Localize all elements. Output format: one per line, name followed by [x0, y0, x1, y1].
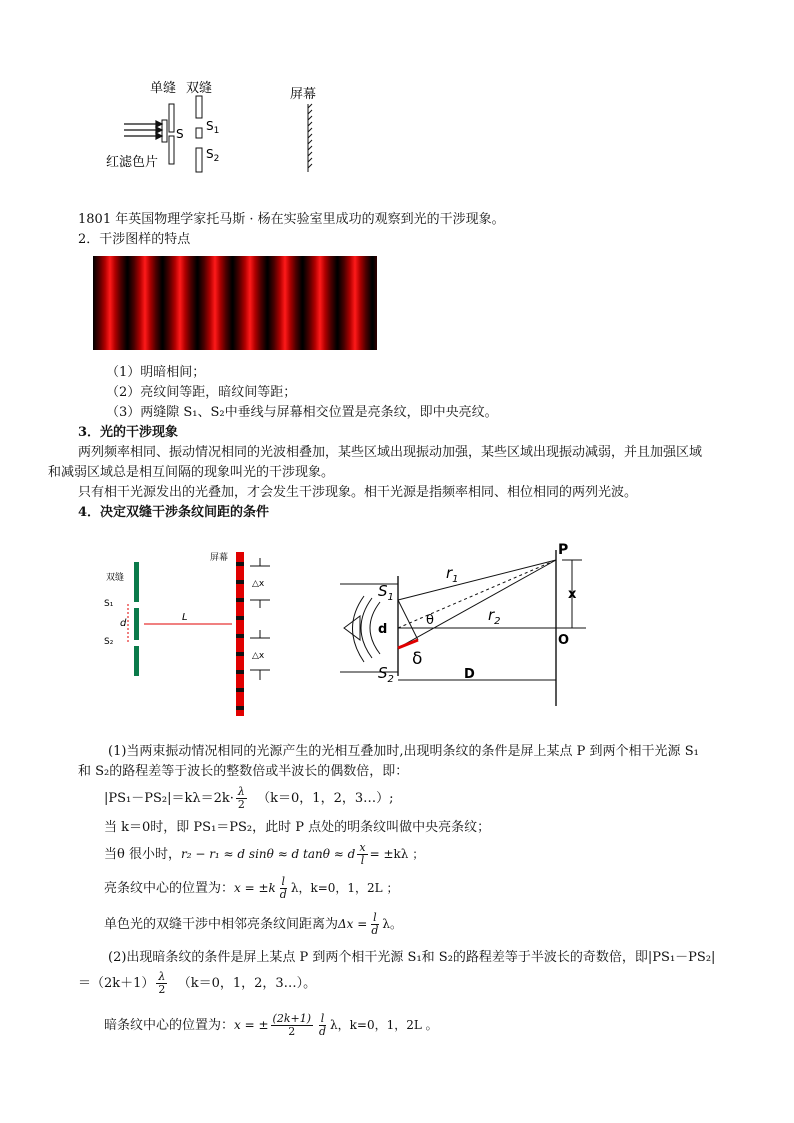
interference-fringe-image: [93, 256, 377, 350]
double-slit-screen-figure: [100, 540, 290, 720]
youngs-apparatus-figure: [100, 74, 330, 184]
dark-condition-formula: ＝（2k＋1） $\frac{\lambda}{2}$ （k＝0，1，2，3…）。: [78, 970, 317, 996]
theta-label: θ: [426, 613, 434, 628]
double-slit-label: 双缝: [106, 573, 125, 583]
slit-barrier-middle: [134, 608, 139, 640]
slit-barrier-top: [134, 562, 139, 602]
S2-label-3: $S_2$: [378, 664, 394, 685]
feature-2: （2）亮纹间等距，暗纹间等距；: [106, 385, 297, 400]
history-paragraph: 1801 年英国物理学家托马斯 · 杨在实验室里成功的观察到光的干涉现象。: [78, 212, 505, 227]
delta-x-label-2: △x: [252, 651, 265, 661]
slit-barrier-bottom: [134, 646, 139, 676]
r1-label: $r_1$: [446, 564, 459, 585]
r2-label: $r_2$: [488, 606, 501, 627]
single-slit-bottom: [169, 136, 174, 164]
feature-3: （3）两缝隙 S₁、S₂中垂线与屏幕相交位置是亮条纹，即中央亮纹。: [106, 405, 498, 420]
double-slit-bottom: [196, 148, 202, 172]
para3-line1: 两列频率相同、振动情况相同的光波相叠加，某些区域出现振动加强，某些区域出现振动减弱，并且加强区域: [78, 445, 703, 460]
point-P-label: P: [558, 542, 569, 558]
screen-label: 屏幕: [290, 87, 317, 102]
screen-label-2: 屏幕: [210, 553, 229, 563]
single-slit-top: [169, 104, 174, 132]
para3-line2: 和减弱区域总是相互间隔的现象叫光的干涉现象。: [48, 465, 335, 480]
bright-position-line: 亮条纹中心的位置为：x = ±k $\frac{l}{d}$ λ，k=0，1，2L ；: [104, 875, 399, 901]
double-slit-top: [196, 96, 202, 118]
incident-light-arrows: [124, 121, 162, 139]
section2-title: 2．干涉图样的特点: [78, 232, 191, 247]
feature-1: （1）明暗相间；: [106, 365, 206, 380]
s1-label: $S_1$: [206, 119, 220, 136]
section4-title: 4．决定双缝干涉条纹间距的条件: [78, 505, 270, 520]
section3-title: 3．光的干涉现象: [78, 425, 179, 440]
s2-label-2: S₂: [104, 637, 114, 647]
fringe-spacing-line: 单色光的双缝干涉中相邻亮条纹间距离为Δx = $\frac{l}{d}$ λ。: [104, 911, 402, 937]
small-angle-line: 当θ 很小时，r₂ − r₁ ≈ d sinθ ≈ d tanθ ≈ d $\frac{x}{l}$ = ±kλ ；: [104, 841, 425, 867]
dark-intro-line1: (2)出现暗条纹的条件是屏上某点 P 到两个相干光源 S₁和 S₂的路程差等于半波长的奇数倍，即|PS₁－PS₂|: [108, 950, 716, 965]
path-difference-geometry-figure: [336, 536, 596, 716]
bright-intro-line2: 和 S₂的路程差等于波长的整数倍或半波长的偶数倍，即：: [78, 764, 409, 779]
single-slit-label: 单缝: [150, 81, 177, 96]
red-filter: [162, 120, 167, 142]
filter-label: 红滤色片: [106, 155, 159, 170]
central-fringe-line: 当 k＝0时，即 PS₁＝PS₂，此时 P 点处的明条纹叫做中央亮条纹；: [104, 820, 491, 835]
S1-label-3: $S_1$: [378, 582, 394, 603]
double-slit-label: 双缝: [186, 81, 213, 96]
s1-label-2: S₁: [104, 599, 114, 609]
d-label-3: d: [378, 622, 388, 637]
d-label-2: d: [120, 618, 127, 629]
point-O-label: O: [558, 633, 570, 648]
delta-label: δ: [412, 649, 423, 669]
L-label: L: [182, 612, 188, 623]
bright-intro-line1: (1)当两束振动情况相同的光源产生的光相互叠加时,出现明条纹的条件是屏上某点 P 到两个相干光源 S₁: [108, 744, 699, 759]
double-slit-middle: [196, 128, 202, 138]
bright-condition-formula: |PS₁－PS₂|＝kλ＝2k· $\frac{\lambda}{2}$ （k＝0，1，2，3…）;: [104, 785, 394, 811]
s-label: S: [176, 127, 184, 141]
delta-x-label-1: △x: [252, 579, 265, 589]
x-label: x: [568, 587, 577, 602]
screen-hatch: [308, 104, 312, 172]
s2-label: $S_2$: [206, 147, 220, 164]
dark-position-line: 暗条纹中心的位置为：x = ± $\frac{(2k+1)}{2}$ $\frac{l}{d}$ λ，k=0，1，2L 。: [104, 1012, 438, 1038]
para3b: 只有相干光源发出的光叠加，才会发生干涉现象。相干光源是指频率相同、相位相同的两列光波。: [78, 485, 638, 500]
D-label: D: [464, 667, 475, 682]
